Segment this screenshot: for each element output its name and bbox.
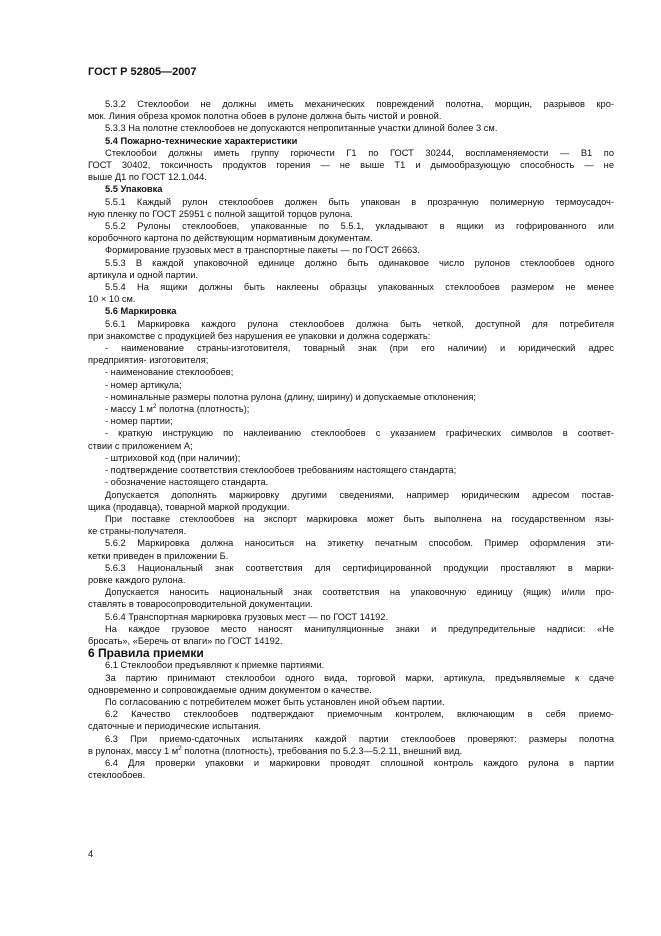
text-span: 5.3.2 Стеклообои не должны иметь механических повреждений полотна, морщин, разрывов кро-	[105, 99, 614, 109]
text-span: щика (продавца), товарной маркой продукции.	[88, 501, 290, 512]
text-line	[88, 769, 614, 781]
text-line	[88, 281, 614, 293]
text-span: На каждое грузовое место наносят манипуляционные знаки и предупредительные надписи: «Не	[105, 623, 614, 634]
text-span: при знакомстве с продукцией без нарушения ее упаковки и должна содержать:	[88, 330, 431, 341]
text-span: мок. Линия обреза кромок полотна обоев в рулоне должна быть чистой и ровной.	[88, 111, 442, 122]
text-line	[88, 452, 614, 464]
text-span: - номер партии;	[105, 416, 173, 427]
text-span: 5.5 Упаковка	[105, 184, 163, 195]
text-line	[88, 489, 614, 501]
text-span: 6.2 Качество стеклообоев подтверждают приемочным контролем, включающим в себя приемо-	[105, 709, 614, 720]
text-span: Стеклообои должны иметь группу горючести Г1 по ГОСТ 30244, воспламеняемости — В1 по	[105, 147, 614, 158]
text-line	[88, 574, 614, 586]
text-line	[88, 391, 614, 403]
page-number: 4	[88, 849, 94, 859]
text-line	[88, 257, 614, 269]
text-line	[88, 159, 614, 171]
text-span: артикула и одной партии.	[88, 269, 199, 280]
text-span: Допускается наносить национальный знак соответствия на упаковочную единицу (ящик) и/или про-	[105, 587, 614, 598]
text-line	[88, 354, 614, 366]
text-span: сдаточные и периодические испытания.	[88, 721, 262, 732]
text-span: 5.6 Маркировка	[105, 306, 177, 317]
text-line	[88, 537, 614, 549]
document-body	[88, 98, 614, 781]
text-line	[88, 440, 614, 452]
text-line	[88, 586, 614, 598]
text-line	[88, 696, 614, 708]
text-line	[88, 269, 614, 281]
text-span: кетки приведен в приложении Б.	[88, 550, 229, 561]
text-line	[88, 110, 614, 122]
text-line	[88, 208, 614, 220]
text-span: 6.1 Стеклообои предъявляют к приемке партиями.	[105, 660, 325, 671]
text-line	[88, 196, 614, 208]
chapter-heading	[88, 647, 614, 659]
text-line	[88, 232, 614, 244]
text-span: 5.6.1 Маркировка каждого рулона стеклообоев должна быть четкой, доступной для потребителя	[105, 318, 614, 329]
text-line	[88, 318, 614, 330]
section-heading	[88, 135, 614, 147]
text-span: За партию принимают стеклообои одного вида, торговой марки, артикула, предъявляемые к сдаче	[105, 672, 614, 683]
text-line	[88, 342, 614, 354]
section-heading	[88, 183, 614, 195]
text-span: 5.6.2 Маркировка должна наноситься на этикетку печатным способом. Пример оформления эти-	[105, 538, 614, 549]
document-header: ГОСТ Р 52805—2007	[88, 66, 197, 78]
text-span: 6.3 При приемо-сдаточных испытаниях каждой партии стеклообоев проверяют: размеры полотна	[105, 733, 614, 744]
text-span: коробочного картона по действующим нормативным документам.	[88, 233, 373, 244]
text-line	[88, 733, 614, 745]
text-span: - наименование стеклообоев;	[105, 367, 234, 378]
text-line	[88, 659, 614, 671]
text-line	[88, 171, 614, 183]
text-line	[88, 427, 614, 439]
text-line	[88, 379, 614, 391]
text-span: 5.5.2 Рулоны стеклообоев, упакованные по 5.5.1, укладывают в ящики из гофрированного или	[105, 221, 614, 232]
text-span: 6 Правила приемки	[88, 646, 204, 661]
text-line	[88, 611, 614, 623]
text-line	[88, 550, 614, 562]
text-span: 10 × 10 см.	[88, 294, 136, 305]
text-line	[88, 672, 614, 684]
text-span: - номинальные размеры полотна рулона (длину, ширину) и допускаемые отклонения;	[105, 391, 476, 402]
text-line	[88, 403, 614, 415]
text-line	[88, 98, 614, 110]
text-line	[88, 745, 614, 757]
text-span: 5.6.3 Национальный знак соответствия для сертифицированной продукции проставляют в марки-	[105, 562, 614, 573]
text-span: ставлять в товаросопроводительной документации.	[88, 599, 313, 610]
text-span: При поставке стеклообоев на экспорт маркировка может быть выполнена на государственном язы-	[105, 513, 614, 524]
text-span: ке страны-получателя.	[88, 526, 187, 537]
text-line	[88, 464, 614, 476]
text-line	[88, 525, 614, 537]
text-line	[88, 757, 614, 769]
text-span: одновременно и сопровождаемые одним документом о качестве.	[88, 684, 372, 695]
text-span: выше Д1 по ГОСТ 12.1.044.	[88, 172, 207, 183]
text-line	[88, 147, 614, 159]
text-span: 5.5.3 В каждой упаковочной единице должно быть одинаковое число рулонов стеклообоев одного	[105, 257, 614, 268]
text-span: 5.5.4 На ящики должны быть наклеены образцы упакованных стеклообоев размером не менее	[105, 282, 614, 293]
text-span: бросать», «Беречь от влаги» по ГОСТ 14192.	[88, 635, 283, 646]
text-line	[88, 293, 614, 305]
superscript: 2	[178, 744, 182, 752]
text-span: ствии с приложением А;	[88, 440, 193, 451]
text-span: 5.5.1 Каждый рулон стеклообоев должен быть упакован в прозрачную полимерную термоусадоч-	[105, 196, 614, 207]
text-span: - краткую инструкцию по наклеиванию стеклообоев с указанием графических символов в соответ-	[105, 428, 614, 439]
text-line	[88, 598, 614, 610]
text-span: ную пленку по ГОСТ 25951 с полной защитой торцов рулона.	[88, 208, 353, 219]
text-line	[88, 476, 614, 488]
text-span: 5.4 Пожарно-технические характеристики	[105, 135, 298, 146]
text-line	[88, 330, 614, 342]
text-span: - обозначение настоящего стандарта.	[105, 477, 269, 488]
text-line	[88, 513, 614, 525]
text-line	[88, 501, 614, 513]
text-line	[88, 244, 614, 256]
text-span: Допускается дополнять маркировку другими сведениями, например юридическим адресом постав-	[105, 489, 614, 500]
text-span: - наименование страны-изготовителя, товарный знак (при его наличии) и юридический адрес	[105, 343, 614, 354]
text-span: - массу 1 м	[105, 404, 153, 415]
text-span: 5.6.4 Транспортная маркировка грузовых мест — по ГОСТ 14192.	[105, 611, 389, 622]
text-span: стеклообоев.	[88, 770, 146, 781]
text-span: 5.3.3 На полотне стеклообоев не допускаются непропитанные участки длиной более 3 см.	[105, 123, 498, 134]
text-span: в рулонах, массу 1 м	[88, 745, 179, 756]
section-heading	[88, 305, 614, 317]
text-span: Формирование грузовых мест в транспортные пакеты — по ГОСТ 26663.	[105, 245, 420, 256]
superscript: 2	[152, 402, 157, 410]
text-span: полотна (плотность), требования по 5.2.3—5.2.11, внешний вид.	[181, 745, 463, 756]
text-line	[88, 415, 614, 427]
text-line	[88, 684, 614, 696]
text-line	[88, 623, 614, 635]
text-span: - номер артикула;	[105, 379, 182, 390]
text-line	[88, 562, 614, 574]
text-span: По согласованию с потребителем может быть установлен иной объем партии.	[105, 696, 445, 707]
text-line	[88, 708, 614, 720]
text-span: полотна (плотность);	[156, 404, 250, 415]
text-span: ГОСТ 30402, токсичность продуктов горения — не выше Т1 и дымообразующую способность — не	[88, 160, 614, 171]
text-line	[88, 122, 614, 134]
text-span: ровке каждого рулона.	[88, 574, 186, 585]
text-line	[88, 220, 614, 232]
text-span: предприятия- изготовителя;	[88, 355, 209, 366]
text-span: 6.4 Для проверки упаковки и маркировки проводят сплошной контроль каждого рулона в партии	[105, 757, 614, 768]
text-span: - штриховой код (при наличии);	[105, 452, 241, 463]
text-span: - подтверждение соответствия стеклообоев требованиям настоящего стандарта;	[105, 465, 457, 476]
text-line	[88, 720, 614, 732]
text-line	[88, 366, 614, 378]
